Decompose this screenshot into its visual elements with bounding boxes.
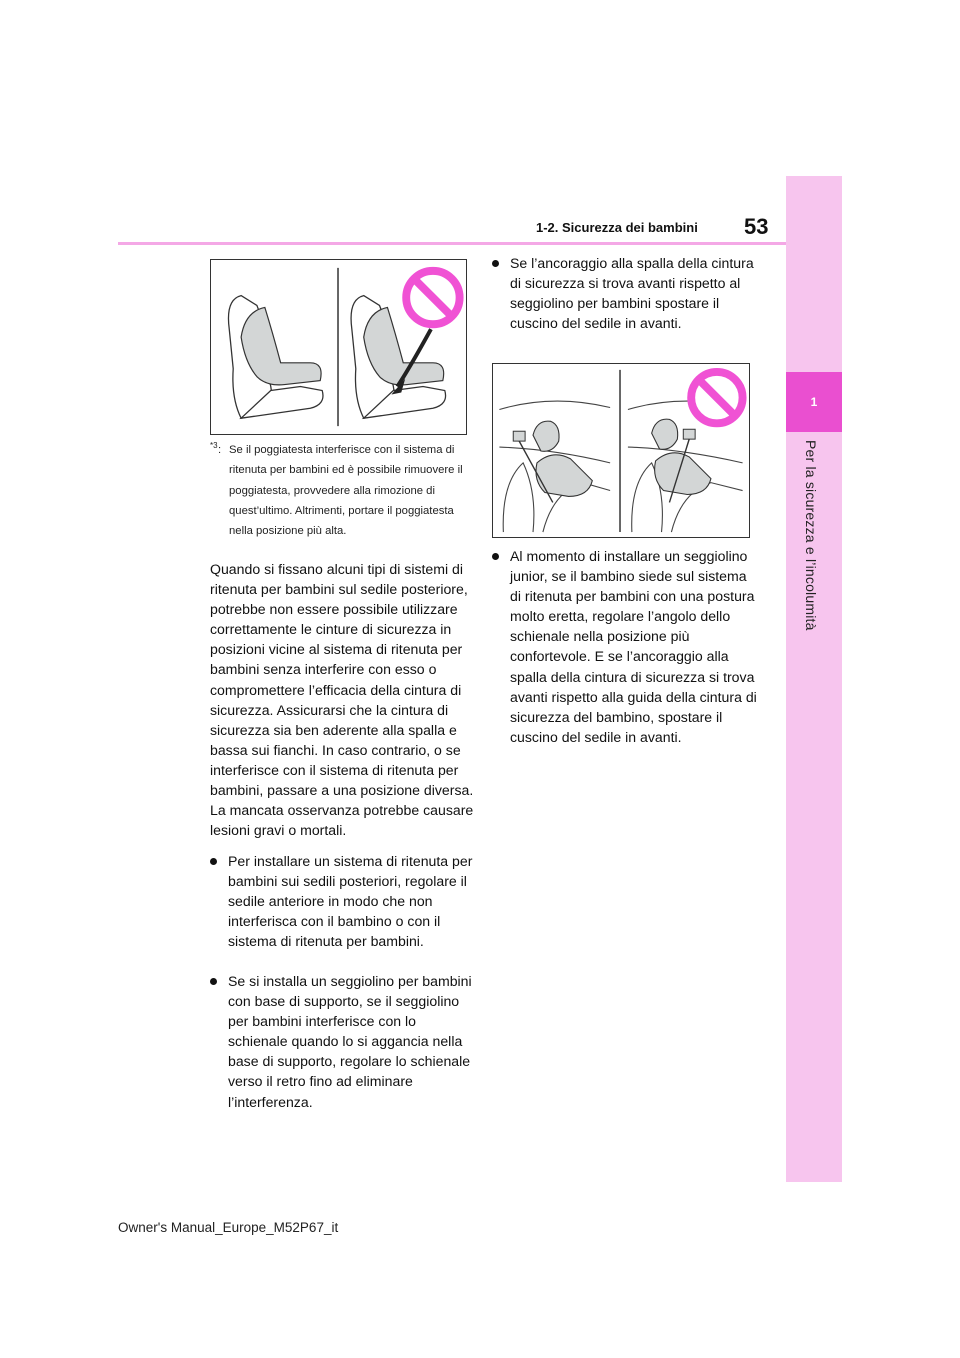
bullet-dot-icon xyxy=(492,553,499,560)
figure-shoulder-anchor xyxy=(492,363,750,538)
car-interior-illustration xyxy=(493,364,749,537)
bullet-text: Al momento di installare un seggiolino junior, se il bambino siede sul sistema di ritenuta per bambini con una postura molto eretta, regolare l’angolo dello schienale nella posizione più confortevole. E se l’ancoraggio alla spalla della cintura di sicurezza si trova avanti rispetto alla guida della cintura di sicurezza del bambino, spostare il cuscino del sedile in avanti. xyxy=(510,548,757,745)
prohibition-icon xyxy=(406,271,459,324)
prohibition-icon xyxy=(691,372,742,423)
footnote-colon: : xyxy=(218,444,222,456)
chapter-title-vertical: Per la sicurezza e l’incolumità xyxy=(803,440,819,631)
bullet-dot-icon xyxy=(210,858,217,865)
bullet-text: Per installare un sistema di ritenuta per bambini sui sedili posteriori, regolare il sedile anteriore in modo che non interferisca con il bambino o con il sistema di ritenuta per bambini. xyxy=(228,853,473,950)
footnote-mark: *3 xyxy=(210,441,218,450)
bullet-text: Se si installa un seggiolino per bambini con base di supporto, se il seggiolino per bambini interferisce con lo schienale quando lo si aggancia nella base di supporto, regolare lo schienale verso il retro fino ad eliminare l’interferenza. xyxy=(228,973,472,1110)
bullet-dot-icon xyxy=(210,978,217,985)
bullet-dot-icon xyxy=(492,260,499,267)
bullet-item xyxy=(492,253,758,333)
chapter-side-tab xyxy=(786,176,842,1182)
chapter-number-tab[interactable]: 1 xyxy=(786,372,842,432)
footnote-text: Se il poggiatesta interferisce con il sistema di ritenuta per bambini ed è possibile rimuovere il poggiatesta, provvedere alla rimozione di quest’ultimo. Altrimenti, portare il poggiatesta nella posizione più alta. xyxy=(229,444,463,538)
bullet-item xyxy=(492,546,758,747)
seat-illustration xyxy=(211,260,466,434)
bullet-item xyxy=(210,851,476,951)
page-number: 53 xyxy=(744,214,769,239)
footer-manual-id: Owner's Manual_Europe_M52P67_it xyxy=(118,1220,339,1235)
body-paragraph: Quando si fissano alcuni tipi di sistemi di ritenuta per bambini sul sedile posteriore, potrebbe non essere possibile utilizzare correttamente le cinture di sicurezza in posizioni vicine al sistema di ritenuta per bambini senza interferire con esso o compromettere l’efficacia della cintura di sicurezza. Assicurarsi che la cintura di sicurezza sia ben aderente alla spalla e bassa sui fianchi. In caso contrario, o se interferisce con il sistema di ritenuta per bambini, passare a una posizione diversa. La mancata osservanza potrebbe causare lesioni gravi o mortali. xyxy=(210,561,474,839)
header-rule xyxy=(118,242,786,245)
footnote xyxy=(210,440,472,541)
bullet-item xyxy=(210,971,476,1112)
bullet-text: Se l’ancoraggio alla spalla della cintura di sicurezza si trova avanti rispetto al seggiolino per bambini spostare il cuscino del sedile in avanti. xyxy=(510,255,754,332)
section-title: 1-2. Sicurezza dei bambini xyxy=(536,220,698,235)
figure-headrest-interference xyxy=(210,259,467,435)
